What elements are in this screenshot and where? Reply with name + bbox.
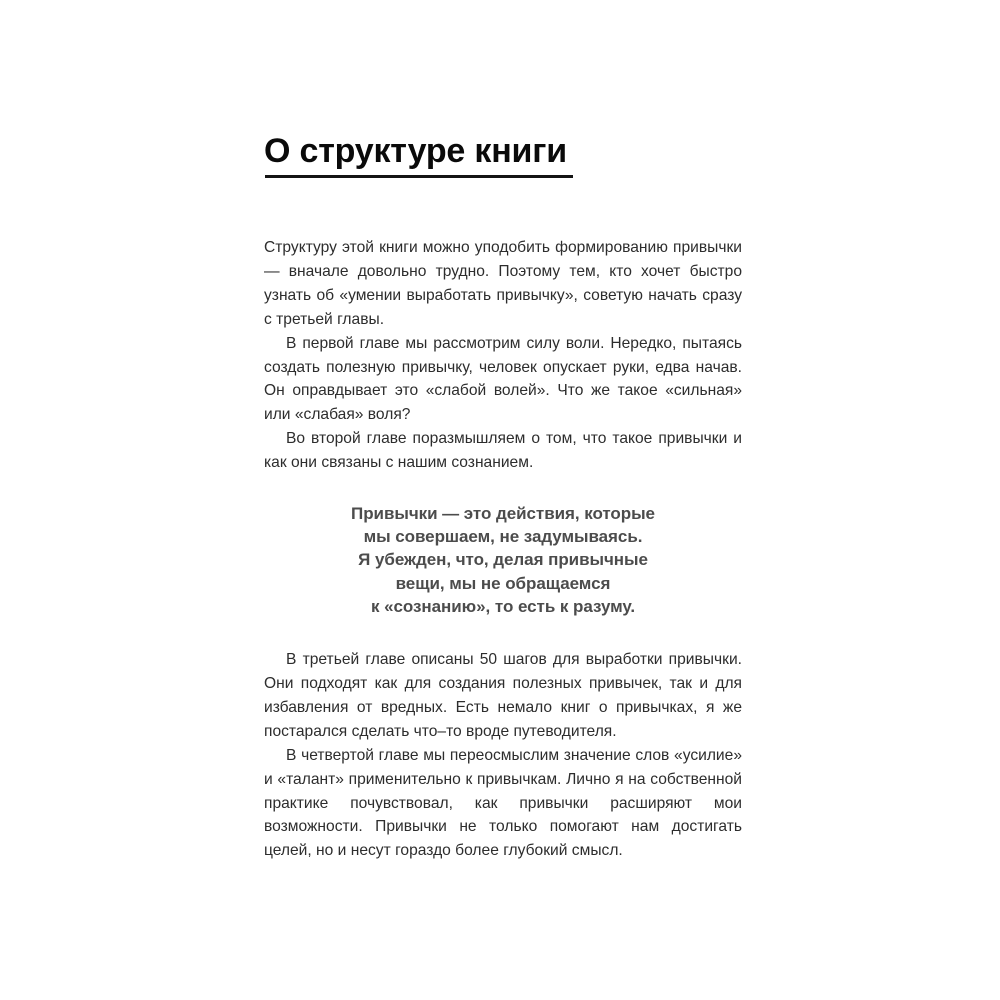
body-text-block bbox=[264, 236, 742, 863]
paragraph-4: В третьей главе описаны 50 шагов для выработки привычки. Они подходят как для создания полезных привычек, так и для избавления от вредных. Есть немало книг о привычках, я же постарался сделать что–то вроде путеводителя. bbox=[264, 651, 742, 740]
page-title: О структуре книги bbox=[264, 132, 567, 170]
pull-quote-line-4: вещи, мы не обращаемся bbox=[395, 573, 611, 593]
pull-quote bbox=[264, 502, 742, 618]
paragraph-5: В четвертой главе мы переосмыслим значение слов «усилие» и «талант» применительно к привычкам. Лично я на собственной практике почувствовал, как привычки расширяют мои возможности. Привычки не только помогают нам достигать целей, но и несут гораздо более глубокий смысл. bbox=[264, 746, 742, 860]
quote-spacer-top bbox=[264, 475, 742, 502]
pull-quote-line-5: к «сознанию», то есть к разуму. bbox=[370, 596, 636, 616]
title-underline-rule bbox=[265, 175, 573, 178]
paragraph-1: Структуру этой книги можно уподобить формированию привычки — вначале довольно трудно. Поэтому тем, кто хочет быстро узнать об «умении выработать привычку», советую начать сразу с третьей главы. bbox=[264, 239, 742, 328]
pull-quote-line-1: Привычки — это действия, которые bbox=[351, 504, 655, 524]
quote-spacer-bottom bbox=[264, 618, 742, 648]
pull-quote-line-3: Я убежден, что, делая привычные bbox=[358, 550, 648, 570]
paragraph-3: Во второй главе поразмышляем о том, что такое привычки и как они связаны с нашим сознанием. bbox=[264, 430, 742, 472]
pull-quote-line-2: мы совершаем, не задумываясь. bbox=[363, 527, 643, 547]
paragraph-2: В первой главе мы рассмотрим силу воли. Нередко, пытаясь создать полезную привычку, человек опускает руки, едва начав. Он оправдывает это «слабой волей». Что же такое «сильная» или «слабая» воля? bbox=[264, 334, 742, 424]
